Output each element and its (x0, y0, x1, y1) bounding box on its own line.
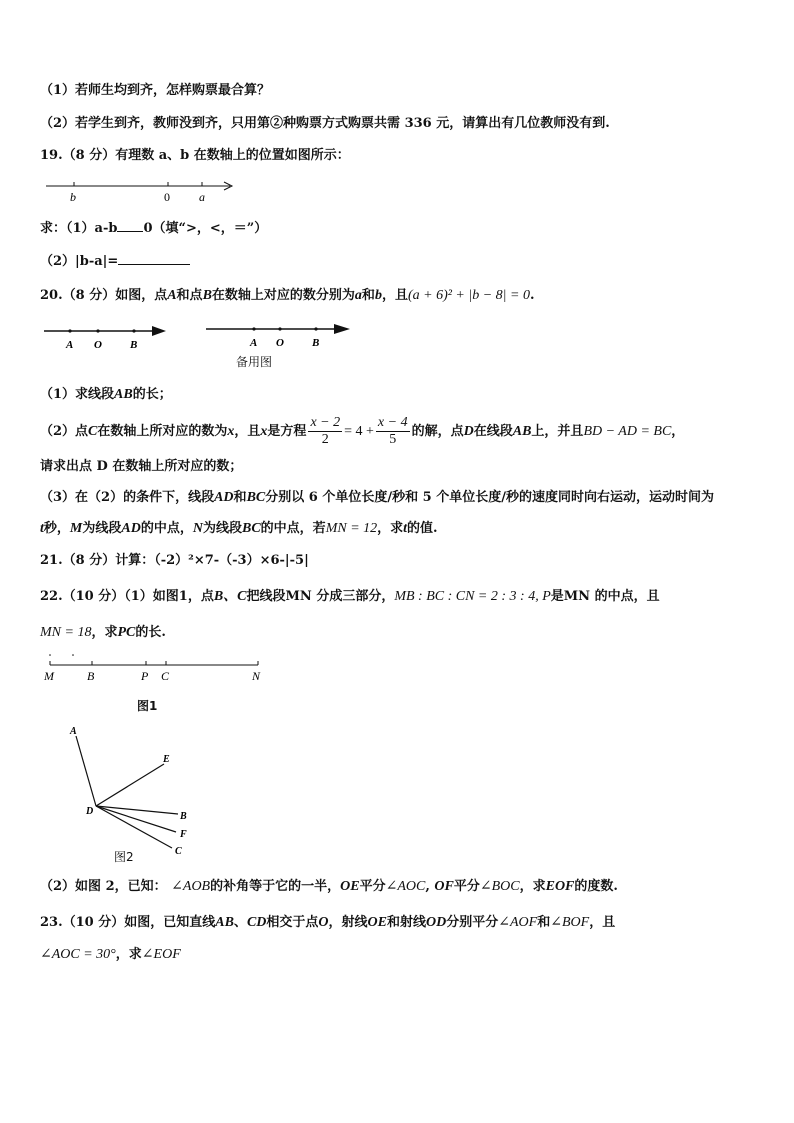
q22-p2-angle-EOF: EOF (545, 879, 575, 894)
q20-frac1-num: x − 2 (310, 415, 341, 430)
q20-fraction-2 (376, 415, 410, 448)
q18-part1: （1）若师生均到齐，怎样购票最合算？ (40, 83, 271, 98)
q20-frac1-den: 2 (321, 432, 329, 447)
q19-p1-blank (117, 219, 143, 232)
q22-p2-t6: 的度数. (574, 879, 618, 894)
q20-p3-t5: 为线段 (82, 521, 122, 536)
q22-p2-t5: ，求 (519, 879, 546, 894)
q23-angle-EOF: ∠EOF (141, 947, 181, 962)
q19-part2 (40, 252, 764, 271)
q22-fig1-label-C: C (161, 669, 170, 683)
q19-p2-text: （2）|b-a|= (40, 254, 119, 269)
q20-eq-mid: = 4 + (344, 424, 374, 439)
q20-p2-t3: ，且 (234, 424, 261, 439)
q20-p2-var-x2: x (260, 424, 268, 439)
q20-p3-t4: 秒， (43, 521, 70, 536)
q20-text-5: ，且 (381, 288, 408, 303)
q20-p3-point-M: M (69, 521, 83, 536)
q22-fig2-label-E: E (163, 754, 170, 765)
q23-line-AB: AB (215, 915, 234, 930)
q20-p2-var-x: x (227, 424, 235, 439)
q18-part2: （2）若学生到齐，教师没到齐，只用第②种购票方式购票共需 336 元，请算出有几位教师没有到. (40, 116, 610, 131)
q20-p3-t2: 和 (233, 490, 247, 505)
q20-p2-t4: 是方程 (267, 424, 307, 439)
q20-spare-caption: 备用图 (236, 355, 273, 369)
q20-spare-number-line (204, 316, 354, 350)
q20-p2-segment-AB: AB (512, 424, 532, 439)
q22-fig2-caption: 图2 (114, 850, 134, 864)
q19-label-a: a (199, 190, 205, 204)
q20-text-4: 和 (361, 288, 375, 303)
q22-fig1-label-N: N (252, 669, 261, 683)
q22-p1-t2: 把线段MN 分成三部分， (246, 589, 395, 604)
q20-p2-point-C: C (88, 424, 98, 439)
q20-fraction-1 (308, 415, 342, 448)
q20-spare-label-B: B (312, 337, 320, 349)
q20-p3-t10: 的值. (407, 521, 438, 536)
q20-p2-point-D: D (463, 424, 474, 439)
q22-part1-line1 (40, 588, 764, 606)
q22-fig1-caption: 图1 (137, 699, 158, 713)
q22-p2-t1: （2）如图 2，已知： (40, 879, 167, 894)
q20-text-3: 在数轴上对应的数分别为 (211, 288, 355, 303)
q20-spare-label-A: A (250, 337, 258, 349)
q23-angle-AOF: ∠AOF (498, 915, 538, 930)
q23-angle-BOF: ∠BOF (550, 915, 590, 930)
q22-part1-line2 (40, 624, 764, 642)
q20-p2-t6: 在线段 (473, 424, 513, 439)
q20-var-a: a (354, 288, 362, 303)
q22-p2-t4: 平分 (453, 879, 480, 894)
q19-p1-hint: 0（填“>，<，＝”） (143, 221, 268, 236)
q23-ray-OD: OD (426, 915, 447, 930)
q20-text-2: 和点 (176, 288, 203, 303)
q20-p1-text-2: 的长； (132, 387, 172, 402)
q20-p3-t7: 为线段 (202, 521, 242, 536)
q20-var-b: b (374, 288, 382, 303)
q20-text-1: 20.（8 分）如图，点 (40, 288, 168, 303)
q22-p1-t3: 是MN 的中点，且 (550, 589, 660, 604)
q20-point-A: A (167, 288, 177, 303)
q22-p2-comma: , (425, 879, 430, 894)
q20-p2-t7: 上，并且 (531, 424, 584, 439)
q21-text: 21.（8 分）计算：（-2）²×7-（-3）×6-|-5| (40, 553, 309, 568)
q22-p2-angle-BOC: ∠BOC (479, 879, 520, 894)
q23-ray-OE: OE (367, 915, 387, 930)
q22-p1-eq: MN = 18 (40, 625, 92, 640)
q20-p3-seg-BC-2: BC (241, 521, 261, 536)
q22-fig2-label-B: B (180, 811, 187, 822)
q22-p1-t4: ，求 (91, 625, 118, 640)
q23-line-CD: CD (246, 915, 267, 930)
q23-t9: ，求 (115, 947, 142, 962)
q22-p2-angle-AOC: ∠AOC (385, 879, 426, 894)
q20-p3-t8: 的中点，若 (260, 521, 326, 536)
q20-point-B: B (202, 288, 212, 303)
q20-p3-seg-AD-2: AD (121, 521, 141, 536)
q20-part2 (40, 412, 764, 452)
q20-p2-t2: 在数轴上所对应的数为 (97, 424, 228, 439)
q19-label-zero: 0 (164, 190, 170, 204)
q22-fig2-label-A: A (70, 726, 77, 737)
q22-figure-1 (40, 652, 270, 686)
q23-line1 (40, 914, 764, 932)
q19-heading: 19.（8 分）有理数 a、b 在数轴上的位置如图所示： (40, 148, 350, 163)
q22-p1-t1: 22.（10 分）（1）如图1，点 (40, 589, 214, 604)
q20-p3-t1: （3）在（2）的条件下，线段 (40, 490, 215, 505)
q19-number-line (40, 174, 240, 206)
q22-p2-t3: 平分 (359, 879, 386, 894)
q23-t6: 分别平分 (446, 915, 499, 930)
q20-p2-relation: BD − AD = BC (583, 424, 672, 439)
q20-label-A: A (66, 339, 74, 351)
q22-p2-t2: 的补角等于它的一半， (210, 879, 341, 894)
q20-part1 (40, 386, 764, 404)
q22-fig1-label-M: M (44, 669, 54, 683)
q23-t4: ，射线 (328, 915, 368, 930)
q19-p2-blank (118, 252, 190, 265)
q22-p2-ray-OE: OE (340, 879, 360, 894)
q23-condition: ∠AOC = 30° (40, 947, 116, 962)
q23-t5: 和射线 (387, 915, 427, 930)
q20-p1-text: （1）求线段 (40, 387, 115, 402)
q20-p3-var-t: t (40, 521, 44, 536)
q22-part2 (40, 878, 764, 896)
q22-fig1-label-P: P (141, 669, 149, 683)
q23-t2: 、 (233, 915, 247, 930)
q20-p2-t1: （2）点 (40, 424, 89, 439)
q23-t3: 相交于点 (266, 915, 319, 930)
q20-heading (40, 287, 764, 305)
q23-point-O: O (318, 915, 329, 930)
q20-text-6: . (529, 288, 535, 303)
q22-fig2-label-D: D (86, 806, 94, 817)
q22-p1-seg-PC: PC (117, 625, 136, 640)
q20-p3-var-t-2: t (403, 521, 408, 536)
q20-number-line (40, 318, 170, 352)
q23-t1: 23.（10 分）如图，已知直线 (40, 915, 216, 930)
q22-p2-angle-AOB: ∠AOB (171, 879, 211, 894)
q20-p3-seg-BC: BC (246, 490, 266, 505)
q20-p3-point-N: N (192, 521, 203, 536)
q20-p3-condition: MN = 12 (325, 521, 378, 536)
q20-label-O: O (94, 339, 102, 351)
q20-p3-t9: ，求 (377, 521, 404, 536)
q22-p1-ratio: MB : BC : CN = 2 : 3 : 4, P (394, 589, 551, 604)
q22-p1-points: B、C (213, 589, 247, 604)
q20-p3-seg-AD: AD (214, 490, 234, 505)
q20-part3-line1 (40, 489, 764, 507)
q20-p3-t3: 分别以 6 个单位长度/秒和 5 个单位长度/秒的速度同时向右运动，运动时间为 (265, 490, 714, 505)
q23-line2 (40, 946, 764, 964)
q20-p3-t6: 的中点， (140, 521, 193, 536)
q22-fig2-label-C: C (175, 846, 182, 857)
q19-p1-text: 求：（1）a-b (40, 221, 118, 236)
q20-part3-line2 (40, 520, 764, 538)
q23-t7: 和 (537, 915, 551, 930)
q20-frac2-num: x − 4 (377, 415, 408, 430)
q20-condition: (a + 6)² + |b − 8| = 0 (407, 288, 530, 303)
q20-label-B: B (130, 339, 138, 351)
q20-spare-label-O: O (276, 337, 284, 349)
q23-t8: ，且 (589, 915, 616, 930)
q20-p2-t8: ， (671, 424, 685, 439)
q22-p1-t5: 的长. (135, 625, 166, 640)
q20-p1-segment: AB (114, 387, 133, 402)
q19-label-b: b (70, 190, 76, 204)
q20-p2-t5: 的解，点 (411, 424, 464, 439)
q19-part1 (40, 219, 764, 238)
q20-frac2-den: 5 (389, 432, 397, 447)
q20-part2-line2: 请求出点 D 在数轴上所对应的数； (40, 459, 243, 474)
q22-fig2-label-F: F (180, 829, 187, 840)
q22-fig1-label-B: B (87, 669, 95, 683)
q22-p2-ray-OF: OF (434, 879, 454, 894)
